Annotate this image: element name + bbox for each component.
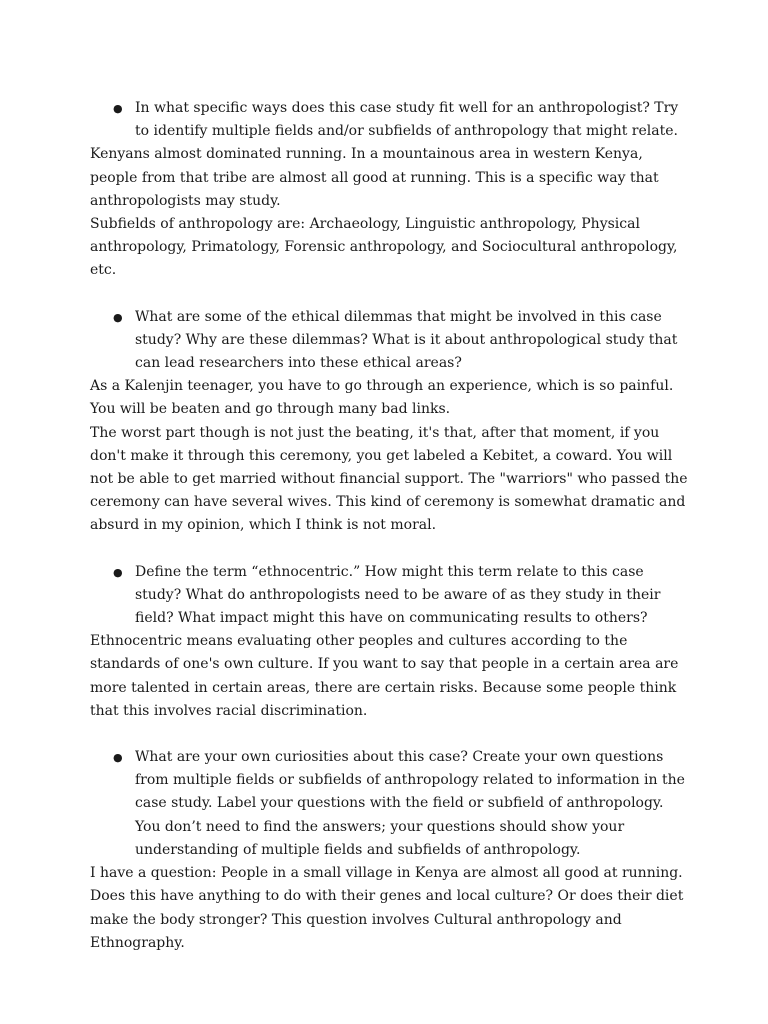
answer-paragraph: I have a question: People in a small village in Kenya are almost all good at running. Does this have anything to do with their genes and local culture? Or does their diet make the body stronger? This question involves Cultural anthropology and Ethnography.	[90, 865, 684, 951]
answer-paragraph: Subfields of anthropology are: Archaeology, Linguistic anthropology, Physical anthropology, Primatology, Forensic anthropology, and Sociocultural anthropology, etc.	[90, 216, 678, 279]
question-bullet	[90, 746, 690, 862]
question-bullet	[90, 561, 690, 631]
answer-paragraph: As a Kalenjin teenager, you have to go through an experience, which is so painful. You will be beaten and go through many bad links.	[90, 378, 674, 418]
answer-paragraph: The worst part though is not just the beating, it's that, after that moment, if you don't make it through this ceremony, you get labeled a Kebitet, a coward. You will not be able to get married without financial support. The "warriors" who passed the ceremony can have several wives. This kind of ceremony is somewhat dramatic and absurd in my opinion, which I think is not moral.	[90, 424, 688, 534]
section-2	[90, 306, 690, 538]
question-bullet	[90, 97, 690, 143]
question-text: What are some of the ethical dilemmas that might be involved in this case study? Why are these dilemmas? What is it about anthropological study that can lead researchers into these ethical areas?	[135, 308, 678, 372]
question-text: In what specific ways does this case study fit well for an anthropologist? Try to identify multiple fields and/or subfields of anthropology that might relate.	[135, 100, 679, 140]
answer-paragraph: Ethnocentric means evaluating other peoples and cultures according to the standards of one's own culture. If you want to say that people in a certain area are more talented in certain areas, there are certain risks. Because some people think that this involves racial discrimination.	[90, 633, 679, 719]
section-1	[90, 97, 690, 283]
section-4	[90, 746, 690, 955]
bullet-icon: ●	[113, 751, 123, 765]
section-3	[90, 561, 690, 723]
bullet-icon: ●	[113, 102, 123, 115]
bullet-icon: ●	[113, 310, 123, 324]
document-page	[90, 97, 690, 955]
question-text: Define the term “ethnocentric.” How might this term relate to this case study? What do anthropologists need to be aware of as they study in their field? What impact might this have on communicating results to others?	[135, 563, 661, 627]
question-bullet	[90, 306, 690, 376]
question-text: What are your own curiosities about this case? Create your own questions from multiple fields or subfields of anthropology related to information in the case study. Label your questions with the field or subfield of anthropology. You don’t need to find the answers; your questions should show your understanding of multiple fields and subfields of anthropology.	[135, 749, 685, 858]
bullet-icon: ●	[113, 565, 123, 579]
answer-paragraph: Kenyans almost dominated running. In a mountainous area in western Kenya, people from that tribe are almost all good at running. This is a specific way that anthropologists may study.	[90, 146, 659, 209]
